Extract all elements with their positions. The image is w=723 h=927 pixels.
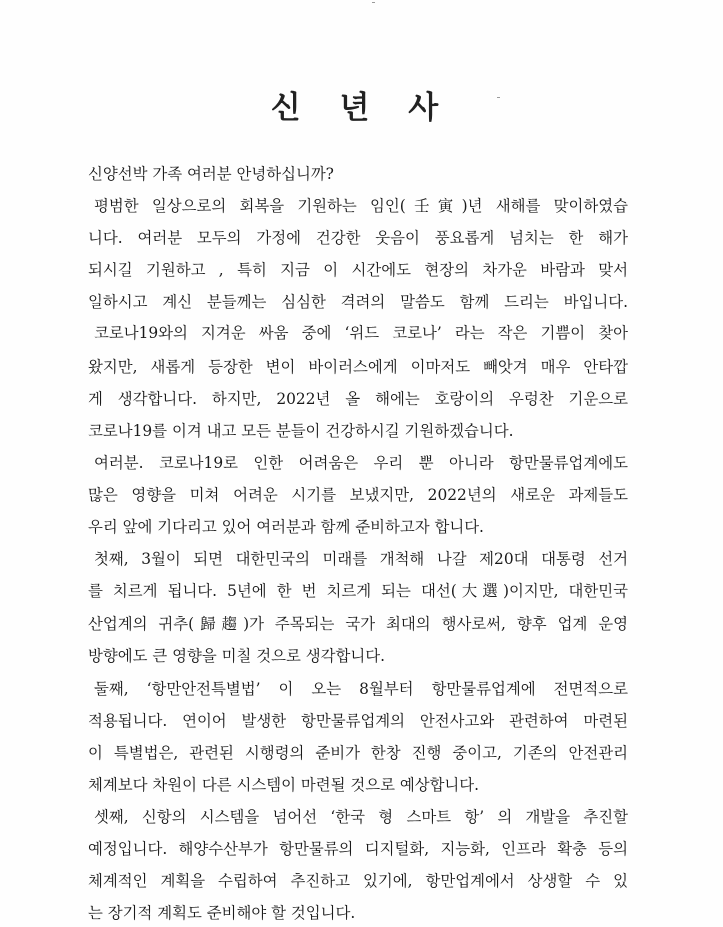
paragraph-3-line-3: 우리 앞에 기다리고 있어 여러분과 함께 준비하고자 합니다. (88, 518, 484, 536)
paragraph-6-line-4: 는 장기적 계획도 준비해야 할 것입니다. (88, 904, 356, 922)
paragraph-6-line-2: 예정입니다. 해양수산부가 항만물류의 디지털화, 지능화, 인프라 확충 등의 (88, 840, 628, 858)
paragraph-2-line-4: 코로나19를 이겨 내고 모든 분들이 건강하시길 기원하겠습니다. (88, 422, 514, 440)
paragraph-6-line-1: 셋째, 신항의 시스템을 넘어선 ‘한국 형 스마트 항’ 의 개발을 추진할 (94, 808, 628, 826)
paragraph-4-line-3: 산업계의 귀추(歸趨)가 주목되는 국가 최대의 행사로써, 향후 업계 운영 (88, 615, 628, 633)
paragraph-6-line-3: 체계적인 계획을 수립하여 추진하고 있기에, 항만업계에서 상생할 수 있 (88, 872, 628, 890)
paragraph-1-line-1: 평범한 일상으로의 회복을 기원하는 임인(壬寅)년 새해를 맞이하였습 (94, 197, 628, 215)
paragraph-5-line-4: 체계보다 차원이 다른 시스템이 마련될 것으로 예상합니다. (88, 776, 480, 794)
paragraph-1-line-4: 일하시고 계신 분들께는 심심한 격려의 말씀도 함께 드리는 바입니다. (88, 293, 628, 311)
paragraph-4-line-4: 방향에도 큰 영향을 미칠 것으로 생각합니다. (88, 647, 385, 665)
paragraph-3-line-1: 여러분. 코로나19로 인한 어려움은 우리 뿐 아니라 항만물류업계에도 (94, 454, 628, 472)
paragraph-5-line-2: 적용됩니다. 연이어 발생한 항만물류업계의 안전사고와 관련하여 마련된 (88, 712, 628, 730)
paragraph-4-line-2: 를 치르게 됩니다. 5년에 한 번 치르게 되는 대선(大選)이지만, 대한민국 (88, 582, 628, 600)
paragraph-1-line-3: 되시길 기원하고 , 특히 지금 이 시간에도 현장의 차가운 바람과 맞서 (88, 261, 628, 279)
paragraph-2-line-1: 코로나19와의 지겨운 싸움 중에 ‘위드 코로나’ 라는 작은 기쁨이 찾아 (94, 324, 628, 342)
paragraph-5-line-3: 이 특별법은, 관련된 시행령의 준비가 한창 진행 중이고, 기존의 안전관리 (88, 744, 628, 762)
paragraph-3-line-2: 많은 영향을 미쳐 어려운 시기를 보냈지만, 2022년의 새로운 과제들도 (88, 486, 628, 504)
paragraph-2-line-2: 왔지만, 새롭게 등장한 변이 바이러스에게 이마저도 빼앗겨 매우 안타깝 (88, 358, 628, 376)
document-title: 신 년 사 (270, 90, 453, 126)
paragraph-1-line-2: 니다. 여러분 모두의 가정에 건강한 웃음이 풍요롭게 넘치는 한 해가 (88, 229, 628, 247)
paragraph-2-line-3: 게 생각합니다. 하지만, 2022년 올 해에는 호랑이의 우렁찬 기운으로 (88, 390, 628, 408)
scan-speck (372, 2, 375, 3)
paragraph-5-line-1: 둘째, ‘항만안전특별법’ 이 오는 8월부터 항만물류업계에 전면적으로 (94, 680, 628, 698)
paragraph-4-line-1: 첫째, 3월이 되면 대한민국의 미래를 개척해 나갈 제20대 대통령 선거 (94, 550, 628, 568)
greeting-line: 신양선박 가족 여러분 안녕하십니까? (88, 165, 334, 183)
